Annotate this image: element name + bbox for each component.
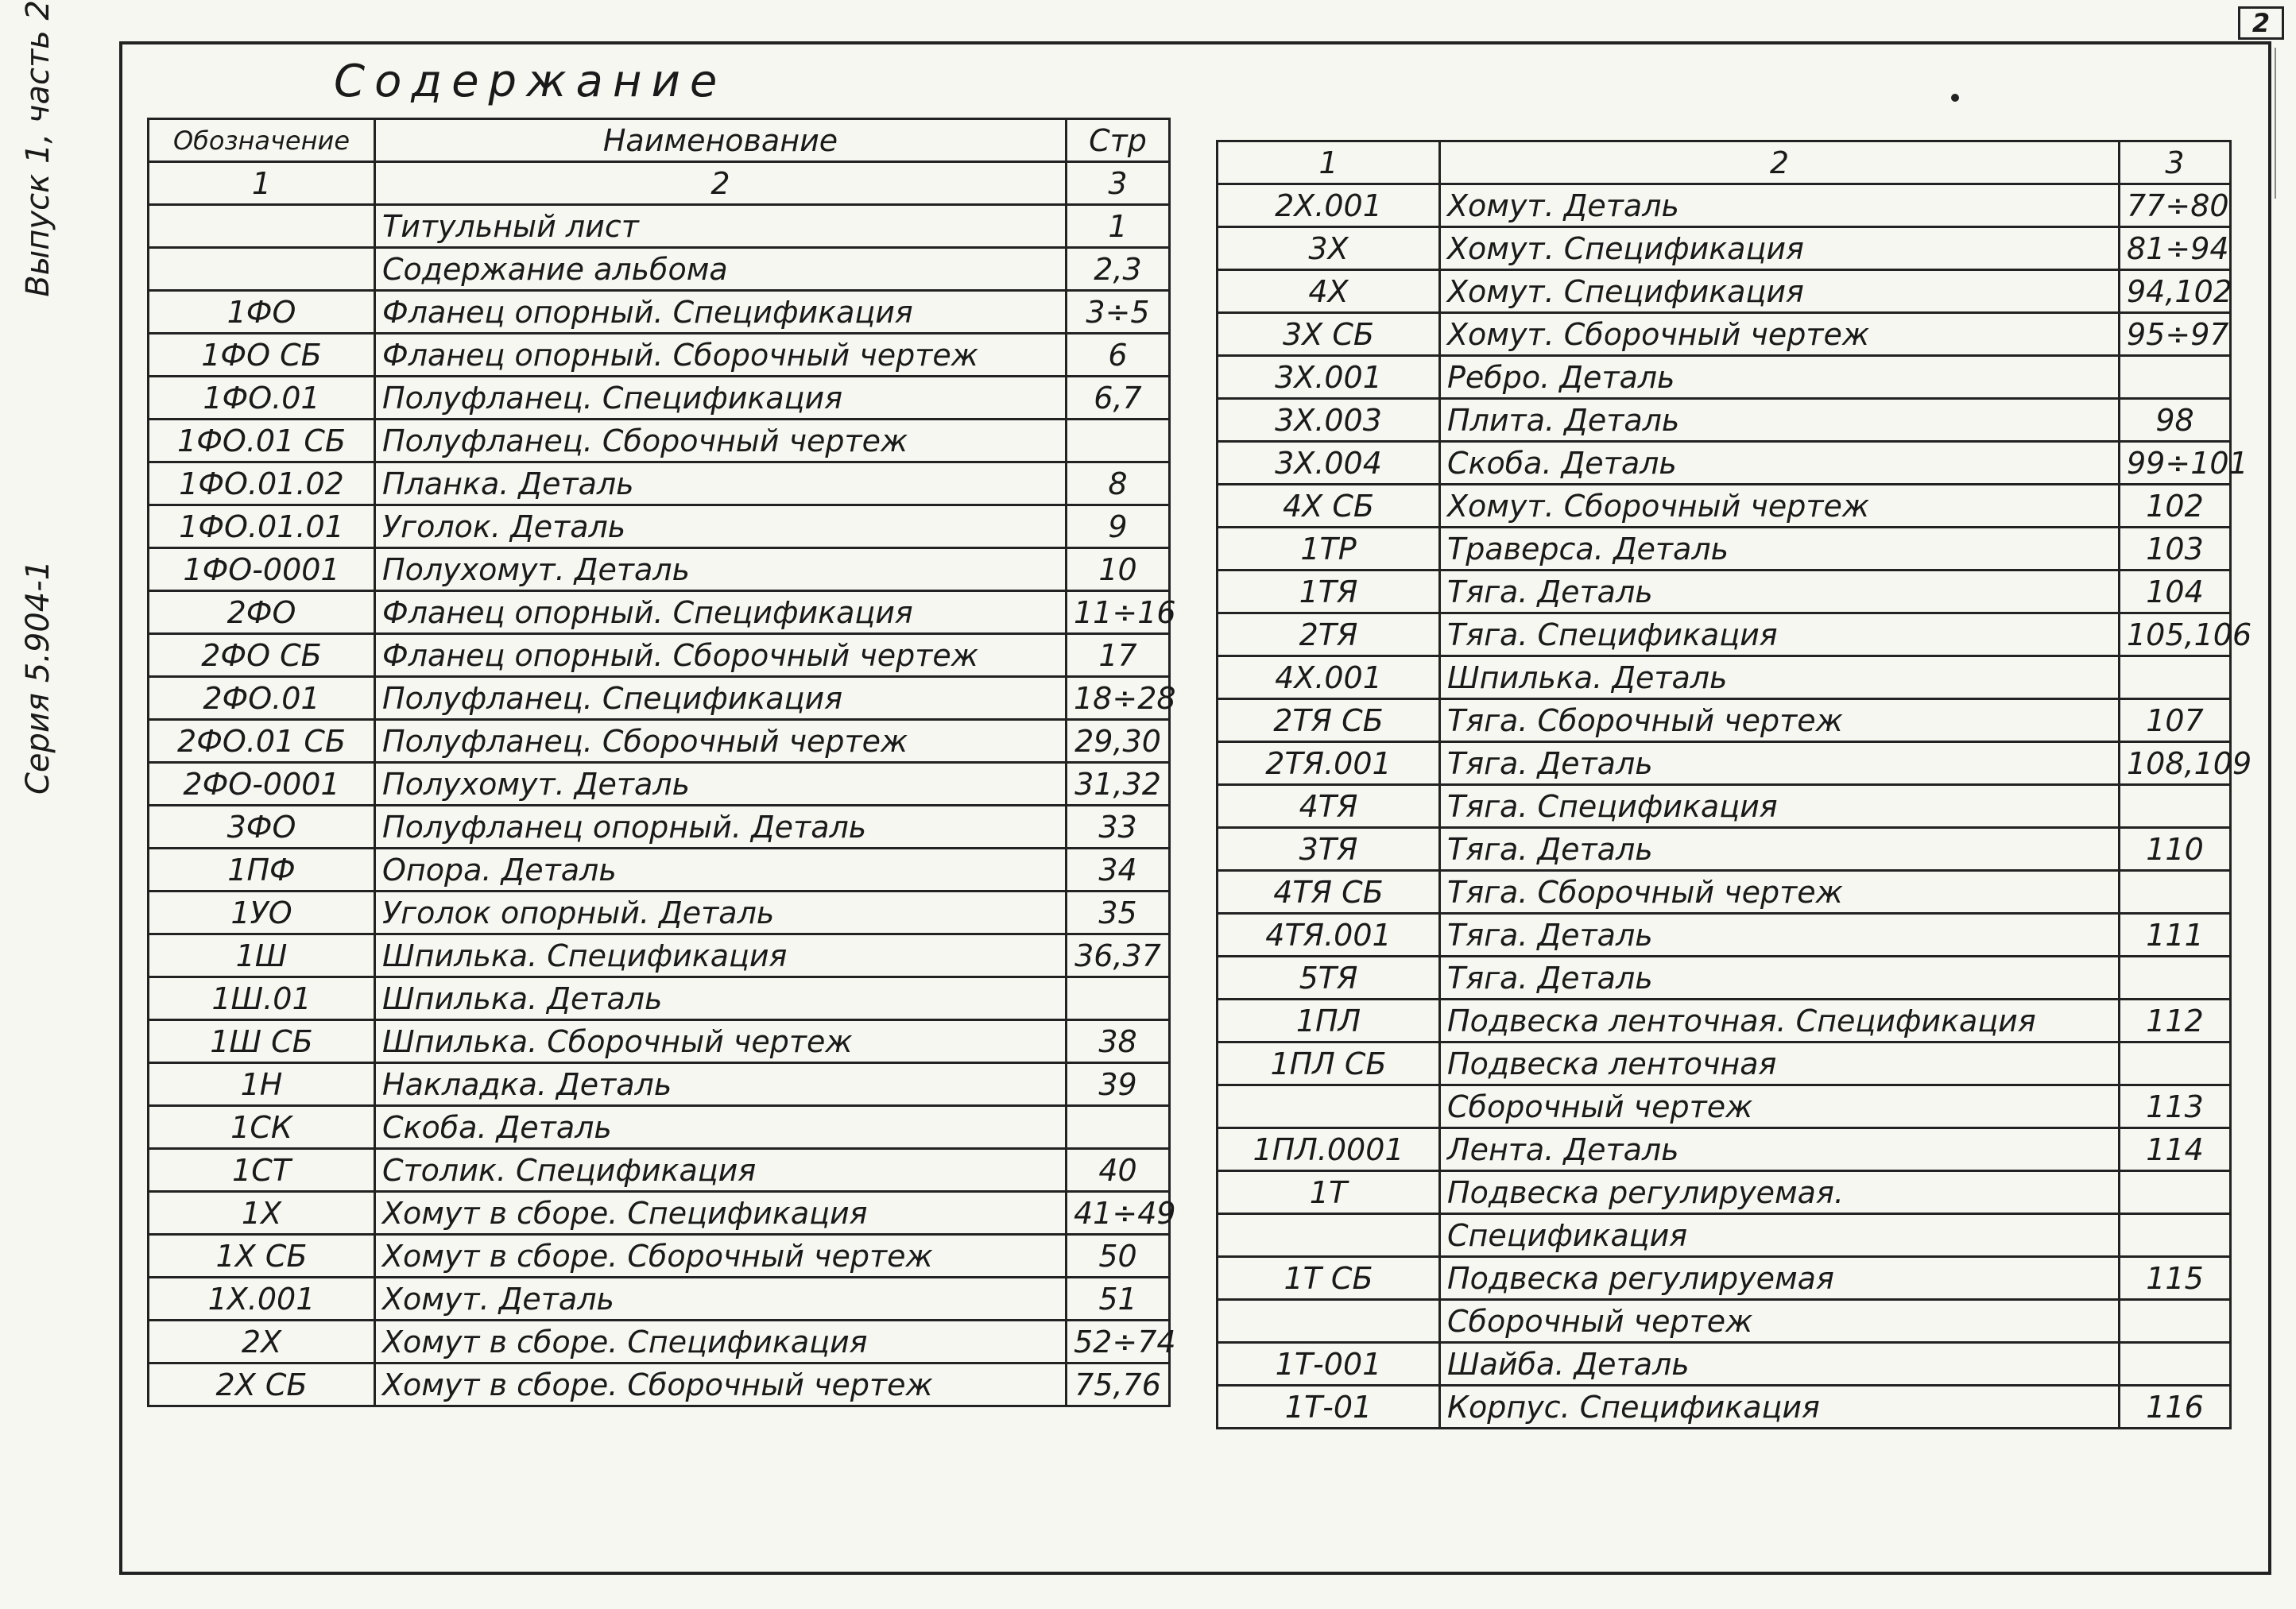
row-page: 3÷5 — [1067, 291, 1170, 334]
row-page: 34 — [1067, 849, 1170, 892]
row-page: 52÷74 — [1067, 1321, 1170, 1363]
row-page — [2120, 957, 2231, 1000]
row-page: 102 — [2120, 485, 2231, 528]
row-code: 4ТЯ — [1218, 785, 1440, 828]
row-page: 113 — [2120, 1085, 2231, 1128]
row-name: Полухомут. Деталь — [375, 548, 1067, 591]
row-page: 99÷101 — [2120, 442, 2231, 485]
row-code: 2Х.001 — [1218, 184, 1440, 227]
table-row — [149, 1363, 1170, 1406]
row-name: Титульный лист — [375, 205, 1067, 248]
table-row — [149, 977, 1170, 1020]
row-page: 77÷80 — [2120, 184, 2231, 227]
row-name: Тяга. Спецификация — [1440, 785, 2120, 828]
row-name: Шпилька. Сборочный чертеж — [375, 1020, 1067, 1063]
row-code: 2Х СБ — [149, 1363, 375, 1406]
row-code: 2ТЯ.001 — [1218, 742, 1440, 785]
ink-dot — [1951, 94, 1959, 102]
row-name: Опора. Деталь — [375, 849, 1067, 892]
table-row — [1218, 1257, 2231, 1300]
row-name: Планка. Деталь — [375, 462, 1067, 505]
row-code: 1Ш — [149, 934, 375, 977]
row-name: Спецификация — [1440, 1214, 2120, 1257]
row-code: 1Ш СБ — [149, 1020, 375, 1063]
row-code — [149, 248, 375, 291]
table-row — [149, 1321, 1170, 1363]
table-row — [149, 934, 1170, 977]
row-page: 39 — [1067, 1063, 1170, 1106]
header-page: Стр — [1067, 119, 1170, 162]
table-row — [1218, 1128, 2231, 1171]
row-name: Скоба. Деталь — [375, 1106, 1067, 1149]
row-name: Хомут в сборе. Спецификация — [375, 1321, 1067, 1363]
table-row — [1218, 1343, 2231, 1386]
row-page: 94,102 — [2120, 270, 2231, 313]
row-page: 107 — [2120, 699, 2231, 742]
row-code: 2ФО СБ — [149, 634, 375, 677]
row-page — [2120, 1214, 2231, 1257]
row-name: Фланец опорный. Сборочный чертеж — [375, 634, 1067, 677]
row-page: 41÷49 — [1067, 1192, 1170, 1235]
row-page: 8 — [1067, 462, 1170, 505]
row-name: Хомут. Сборочный чертеж — [1440, 485, 2120, 528]
row-code: 3Х.003 — [1218, 399, 1440, 442]
row-code: 1ТР — [1218, 528, 1440, 570]
row-page: 40 — [1067, 1149, 1170, 1192]
row-code: 1ПФ — [149, 849, 375, 892]
row-page: 6,7 — [1067, 377, 1170, 420]
row-name: Тяга. Деталь — [1440, 828, 2120, 871]
contents-table-left — [147, 118, 1176, 1407]
row-code: 2Х — [149, 1321, 375, 1363]
row-page: 29,30 — [1067, 720, 1170, 763]
table-row — [1218, 356, 2231, 399]
row-name: Тяга. Деталь — [1440, 742, 2120, 785]
row-code: 2ТЯ СБ — [1218, 699, 1440, 742]
row-code: 2ФО-0001 — [149, 763, 375, 806]
row-code: 4ТЯ СБ — [1218, 871, 1440, 914]
row-page: 10 — [1067, 548, 1170, 591]
table-row — [149, 1149, 1170, 1192]
table-row — [149, 291, 1170, 334]
header-name: Наименование — [375, 119, 1067, 162]
row-code: 1Х СБ — [149, 1235, 375, 1278]
col-number-3: 3 — [2120, 141, 2231, 184]
row-page: 110 — [2120, 828, 2231, 871]
row-name: Плита. Деталь — [1440, 399, 2120, 442]
row-page: 11÷16 — [1067, 591, 1170, 634]
row-page — [2120, 656, 2231, 699]
row-name: Хомут. Спецификация — [1440, 270, 2120, 313]
row-page — [2120, 1171, 2231, 1214]
table-row — [149, 677, 1170, 720]
table-row — [1218, 1171, 2231, 1214]
header-row — [149, 119, 1170, 162]
row-code: 1ФО.01.01 — [149, 505, 375, 548]
row-name: Уголок опорный. Деталь — [375, 892, 1067, 934]
row-code: 5ТЯ — [1218, 957, 1440, 1000]
row-name: Хомут в сборе. Сборочный чертеж — [375, 1235, 1067, 1278]
row-name: Тяга. Деталь — [1440, 570, 2120, 613]
row-name: Уголок. Деталь — [375, 505, 1067, 548]
row-code: 2ФО.01 СБ — [149, 720, 375, 763]
table-row — [149, 591, 1170, 634]
table-row — [149, 505, 1170, 548]
row-name: Лента. Деталь — [1440, 1128, 2120, 1171]
table-row — [1218, 570, 2231, 613]
row-page — [2120, 356, 2231, 399]
row-name: Тяга. Деталь — [1440, 914, 2120, 957]
row-page: 2,3 — [1067, 248, 1170, 291]
row-name: Полуфланец опорный. Деталь — [375, 806, 1067, 849]
row-name: Хомут. Спецификация — [1440, 227, 2120, 270]
table-row — [149, 377, 1170, 420]
row-name: Фланец опорный. Спецификация — [375, 291, 1067, 334]
table-row — [1218, 1042, 2231, 1085]
row-page — [1067, 1106, 1170, 1149]
table-row — [1218, 914, 2231, 957]
table-row — [1218, 1085, 2231, 1128]
table-row — [149, 548, 1170, 591]
row-code: 1ФО-0001 — [149, 548, 375, 591]
row-code: 1Т СБ — [1218, 1257, 1440, 1300]
row-code: 3Х.004 — [1218, 442, 1440, 485]
row-code: 3Х.001 — [1218, 356, 1440, 399]
row-name: Ребро. Деталь — [1440, 356, 2120, 399]
row-code: 1Х.001 — [149, 1278, 375, 1321]
table-row — [1218, 528, 2231, 570]
row-name: Траверса. Деталь — [1440, 528, 2120, 570]
table-row — [1218, 699, 2231, 742]
row-page — [2120, 871, 2231, 914]
row-name: Фланец опорный. Сборочный чертеж — [375, 334, 1067, 377]
row-code: 3Х — [1218, 227, 1440, 270]
column-number-row — [1218, 141, 2231, 184]
row-code: 1Ш.01 — [149, 977, 375, 1020]
row-code: 1ФО.01 — [149, 377, 375, 420]
col-number-1: 1 — [1218, 141, 1440, 184]
page-title: Содержание — [334, 56, 727, 107]
table-row — [1218, 613, 2231, 656]
row-page: 105,106 — [2120, 613, 2231, 656]
row-code: 1СТ — [149, 1149, 375, 1192]
row-code — [1218, 1300, 1440, 1343]
row-name: Шпилька. Деталь — [375, 977, 1067, 1020]
row-code: 3Х СБ — [1218, 313, 1440, 356]
table-row — [149, 1020, 1170, 1063]
row-name: Хомут. Деталь — [1440, 184, 2120, 227]
row-page: 51 — [1067, 1278, 1170, 1321]
row-name: Сборочный чертеж — [1440, 1300, 2120, 1343]
table-row — [1218, 442, 2231, 485]
row-code: 3ФО — [149, 806, 375, 849]
left-table-body — [149, 205, 1176, 1406]
row-name: Хомут. Деталь — [375, 1278, 1067, 1321]
header-designation: Обозначение — [149, 119, 375, 162]
row-name: Шайба. Деталь — [1440, 1343, 2120, 1386]
row-page — [2120, 1300, 2231, 1343]
row-code — [149, 205, 375, 248]
table-row — [1218, 1386, 2231, 1429]
row-name: Полуфланец. Спецификация — [375, 377, 1067, 420]
row-name: Хомут. Сборочный чертеж — [1440, 313, 2120, 356]
table-row — [149, 334, 1170, 377]
table-row — [1218, 485, 2231, 528]
row-name: Подвеска ленточная. Спецификация — [1440, 1000, 2120, 1042]
row-page: 116 — [2120, 1386, 2231, 1429]
table-row — [149, 248, 1170, 291]
row-code: 4ТЯ.001 — [1218, 914, 1440, 957]
row-page: 98 — [2120, 399, 2231, 442]
table-row — [149, 1106, 1170, 1149]
table-row — [149, 1278, 1170, 1321]
row-code: 1ФО.01.02 — [149, 462, 375, 505]
row-name: Тяга. Сборочный чертеж — [1440, 871, 2120, 914]
table-row — [149, 1235, 1170, 1278]
row-page — [2120, 1343, 2231, 1386]
row-name: Шпилька. Спецификация — [375, 934, 1067, 977]
table-row — [1218, 227, 2231, 270]
table-row — [149, 1063, 1170, 1106]
row-page — [1067, 420, 1170, 462]
row-page: 31,32 — [1067, 763, 1170, 806]
row-name: Накладка. Деталь — [375, 1063, 1067, 1106]
row-page: 33 — [1067, 806, 1170, 849]
row-page: 104 — [2120, 570, 2231, 613]
table-row — [149, 205, 1170, 248]
row-code: 1УО — [149, 892, 375, 934]
row-name: Хомут в сборе. Спецификация — [375, 1192, 1067, 1235]
row-page: 111 — [2120, 914, 2231, 957]
row-code: 4Х СБ — [1218, 485, 1440, 528]
row-code — [1218, 1214, 1440, 1257]
row-code: 1ТЯ — [1218, 570, 1440, 613]
table-row — [149, 420, 1170, 462]
row-page: 81÷94 — [2120, 227, 2231, 270]
row-code: 1СК — [149, 1106, 375, 1149]
row-code: 2ФО.01 — [149, 677, 375, 720]
table-row — [1218, 656, 2231, 699]
row-page: 112 — [2120, 1000, 2231, 1042]
table-row — [149, 849, 1170, 892]
row-name: Тяга. Спецификация — [1440, 613, 2120, 656]
row-name: Полуфланец. Сборочный чертеж — [375, 420, 1067, 462]
row-name: Полуфланец. Спецификация — [375, 677, 1067, 720]
row-page: 95÷97 — [2120, 313, 2231, 356]
row-name: Столик. Спецификация — [375, 1149, 1067, 1192]
col-number-1: 1 — [149, 162, 375, 205]
row-name: Содержание альбома — [375, 248, 1067, 291]
series-label: Серия 5.904-1 — [20, 559, 56, 795]
row-name: Хомут в сборе. Сборочный чертеж — [375, 1363, 1067, 1406]
row-page: 114 — [2120, 1128, 2231, 1171]
row-code: 1Т — [1218, 1171, 1440, 1214]
row-page: 38 — [1067, 1020, 1170, 1063]
issue-label: Выпуск 1, часть 2 — [20, 0, 56, 297]
row-name: Полуфланец. Сборочный чертеж — [375, 720, 1067, 763]
row-name: Подвеска регулируемая. — [1440, 1171, 2120, 1214]
row-page — [2120, 785, 2231, 828]
contents-table-right — [1216, 140, 2252, 1429]
row-name: Корпус. Спецификация — [1440, 1386, 2120, 1429]
row-page: 50 — [1067, 1235, 1170, 1278]
table-row — [1218, 270, 2231, 313]
table-row — [1218, 1300, 2231, 1343]
row-code: 1ФО.01 СБ — [149, 420, 375, 462]
row-code: 1ПЛ.0001 — [1218, 1128, 1440, 1171]
col-number-2: 2 — [375, 162, 1067, 205]
row-page: 103 — [2120, 528, 2231, 570]
table-row — [1218, 1214, 2231, 1257]
row-name: Полухомут. Деталь — [375, 763, 1067, 806]
row-code: 1Н — [149, 1063, 375, 1106]
row-name: Сборочный чертеж — [1440, 1085, 2120, 1128]
row-name: Фланец опорный. Спецификация — [375, 591, 1067, 634]
row-code: 4Х.001 — [1218, 656, 1440, 699]
table-row — [149, 462, 1170, 505]
row-code — [1218, 1085, 1440, 1128]
table-row — [1218, 399, 2231, 442]
row-code: 3ТЯ — [1218, 828, 1440, 871]
row-code: 1ПЛ СБ — [1218, 1042, 1440, 1085]
row-page: 1 — [1067, 205, 1170, 248]
row-name: Тяга. Деталь — [1440, 957, 2120, 1000]
row-page: 35 — [1067, 892, 1170, 934]
table-row — [149, 634, 1170, 677]
col-number-3: 3 — [1067, 162, 1170, 205]
row-page — [1067, 977, 1170, 1020]
table-row — [1218, 871, 2231, 914]
table-row — [149, 763, 1170, 806]
row-name: Подвеска ленточная — [1440, 1042, 2120, 1085]
sheet-number: 2 — [2238, 6, 2284, 40]
row-code: 1ПЛ — [1218, 1000, 1440, 1042]
table-row — [149, 892, 1170, 934]
row-page: 9 — [1067, 505, 1170, 548]
row-name: Шпилька. Деталь — [1440, 656, 2120, 699]
column-number-row — [149, 162, 1170, 205]
row-page: 18÷28 — [1067, 677, 1170, 720]
row-page: 75,76 — [1067, 1363, 1170, 1406]
row-page: 115 — [2120, 1257, 2231, 1300]
table-row — [1218, 313, 2231, 356]
table-row — [149, 720, 1170, 763]
table-row — [1218, 184, 2231, 227]
table-row — [149, 1192, 1170, 1235]
row-page: 6 — [1067, 334, 1170, 377]
row-code: 2ТЯ — [1218, 613, 1440, 656]
row-page — [2120, 1042, 2231, 1085]
row-name: Тяга. Сборочный чертеж — [1440, 699, 2120, 742]
col-number-2: 2 — [1440, 141, 2120, 184]
row-name: Подвеска регулируемая — [1440, 1257, 2120, 1300]
side-caption — [14, 0, 62, 795]
row-code: 1ФО СБ — [149, 334, 375, 377]
row-code: 1Х — [149, 1192, 375, 1235]
right-table-body — [1218, 184, 2252, 1429]
row-code: 1ФО — [149, 291, 375, 334]
table-row — [1218, 828, 2231, 871]
row-name: Скоба. Деталь — [1440, 442, 2120, 485]
right-edge-mark — [2275, 48, 2292, 199]
row-code: 4Х — [1218, 270, 1440, 313]
table-row — [1218, 742, 2231, 785]
row-page: 17 — [1067, 634, 1170, 677]
row-page: 36,37 — [1067, 934, 1170, 977]
table-row — [149, 806, 1170, 849]
row-code: 1Т-01 — [1218, 1386, 1440, 1429]
table-row — [1218, 957, 2231, 1000]
row-code: 2ФО — [149, 591, 375, 634]
row-code: 1Т-001 — [1218, 1343, 1440, 1386]
table-row — [1218, 785, 2231, 828]
table-row — [1218, 1000, 2231, 1042]
row-page: 108,109 — [2120, 742, 2231, 785]
